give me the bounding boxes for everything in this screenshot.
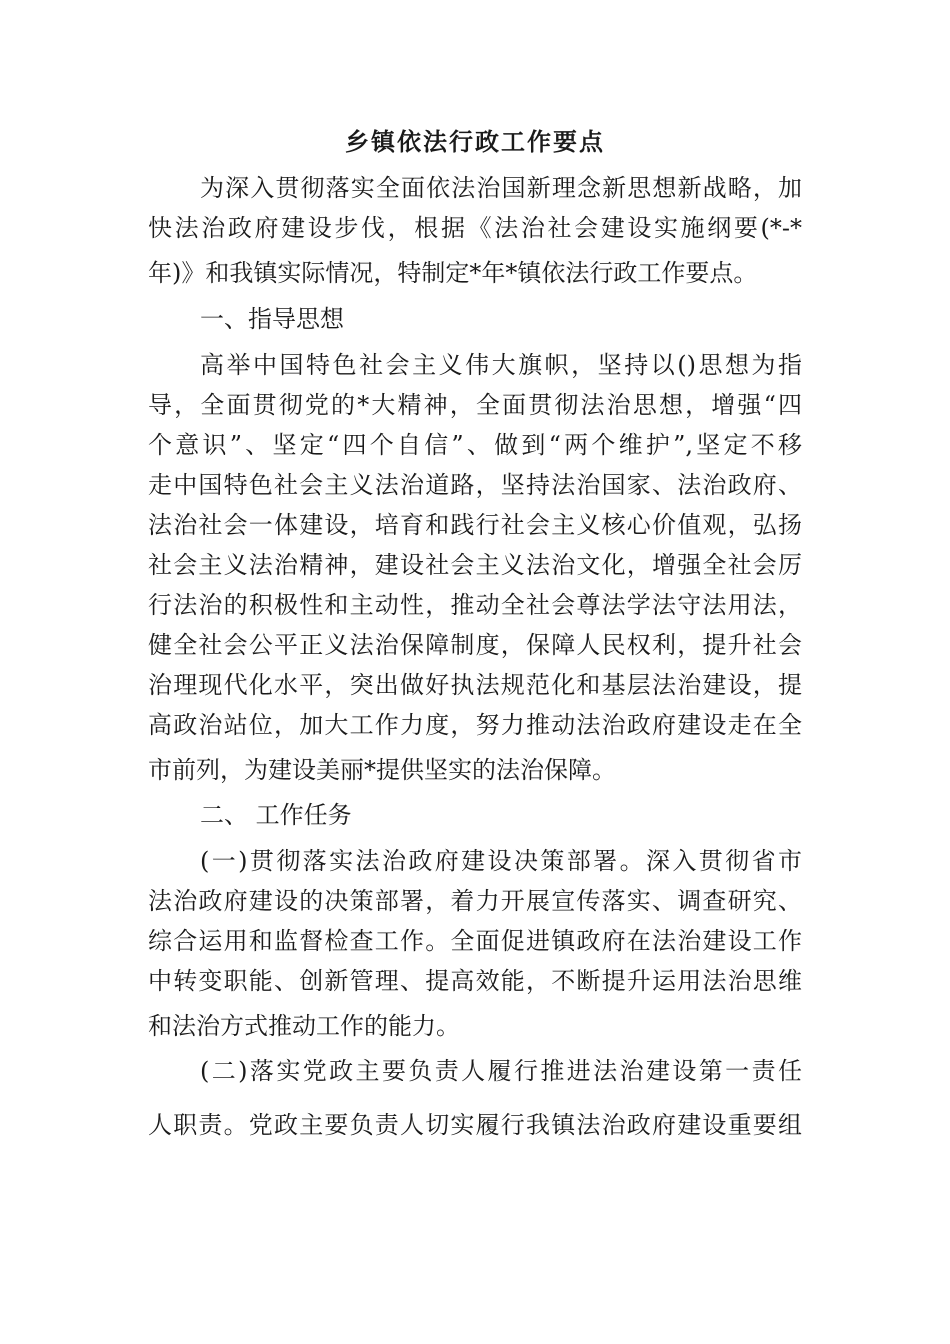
section-heading: 二、 工作任务: [200, 801, 352, 829]
paragraph-line: 个意识”、坚定“四个自信”、做到“两个维护”,坚定不移: [148, 431, 802, 459]
paragraph-line: 中转变职能、创新管理、提高效能，不断提升运用法治思维: [148, 967, 802, 995]
paragraph-line: 为深入贯彻落实全面依法治国新理念新思想新战略，加: [200, 174, 802, 202]
paragraph-line: 社会主义法治精神，建设社会主义法治文化，增强全社会厉: [148, 551, 802, 579]
paragraph-line: 法治政府建设的决策部署，着力开展宣传落实、调查研究、: [148, 887, 802, 915]
paragraph-line: 治理现代化水平，突出做好执法规范化和基层法治建设，提: [148, 671, 802, 699]
paragraph-line: 高举中国特色社会主义伟大旗帜，坚持以()思想为指: [200, 351, 802, 379]
paragraph-line: 行法治的积极性和主动性，推动全社会尊法学法守法用法，: [148, 591, 802, 619]
document-title: 乡镇依法行政工作要点: [345, 128, 605, 156]
paragraph-line: 导，全面贯彻党的*大精神，全面贯彻法治思想，增强“四: [148, 391, 802, 419]
paragraph-line: 年)》和我镇实际情况，特制定*年*镇依法行政工作要点。: [148, 259, 758, 287]
paragraph-line: 健全社会公平正义法治保障制度，保障人民权利，提升社会: [148, 631, 802, 659]
paragraph-line: 走中国特色社会主义法治道路，坚持法治国家、法治政府、: [148, 471, 802, 499]
paragraph-line: 人职责。党政主要负责人切实履行我镇法治政府建设重要组: [148, 1111, 802, 1139]
paragraph-line: 市前列，为建设美丽*提供坚实的法治保障。: [148, 756, 616, 784]
paragraph-line: (一)贯彻落实法治政府建设决策部署。深入贯彻省市: [200, 847, 802, 875]
paragraph-line: 综合运用和监督检查工作。全面促进镇政府在法治建设工作: [148, 927, 802, 955]
paragraph-line: (二)落实党政主要负责人履行推进法治建设第一责任: [200, 1057, 802, 1085]
paragraph-line: 高政治站位，加大工作力度，努力推动法治政府建设走在全: [148, 711, 802, 739]
section-heading: 一、指导思想: [200, 305, 344, 333]
paragraph-line: 和法治方式推动工作的能力。: [148, 1012, 460, 1040]
paragraph-line: 法治社会一体建设，培育和践行社会主义核心价值观，弘扬: [148, 511, 802, 539]
paragraph-line: 快法治政府建设步伐，根据《法治社会建设实施纲要(*-*: [148, 214, 802, 242]
